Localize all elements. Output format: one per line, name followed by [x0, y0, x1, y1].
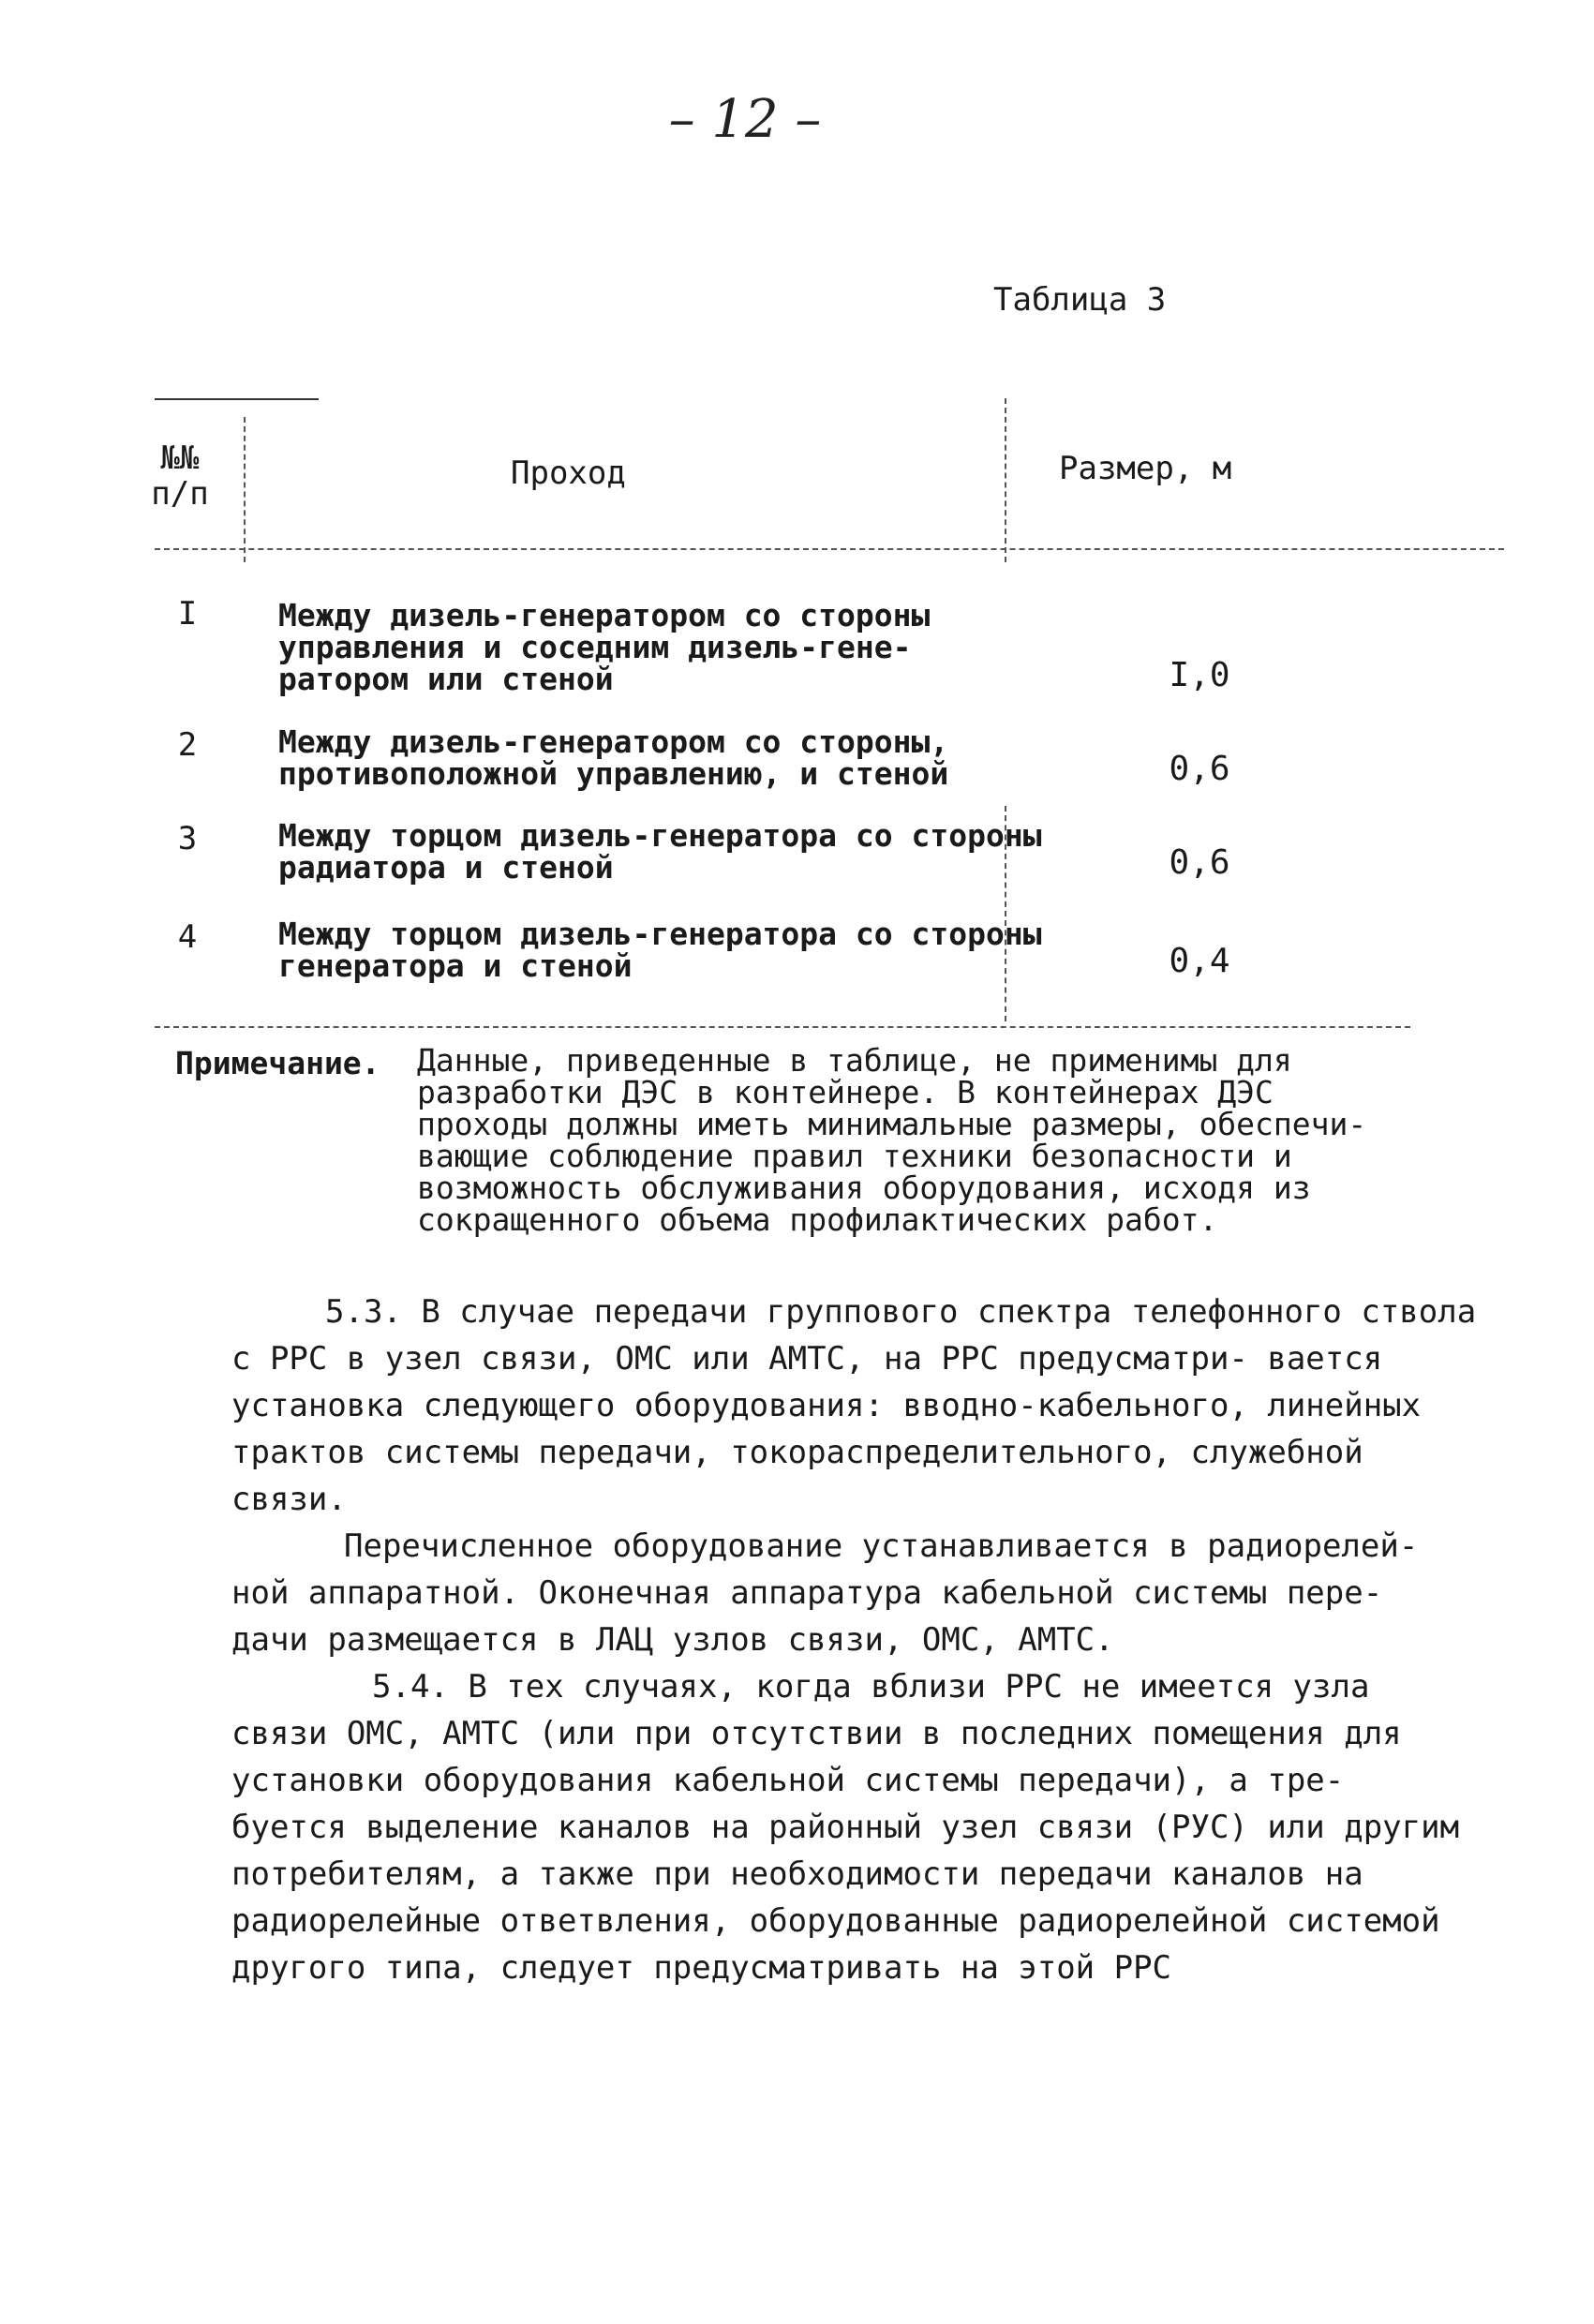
row-value: 0,4: [1169, 942, 1230, 980]
table-top-rule: [155, 398, 319, 400]
note-text: Данные, приведенные в таблице, не применимы для разработки ДЭС в контейнере. В контейнерах ДЭС проходы должны иметь минимальные размеры, обеспечи- вающие соблюдение правил техники безопасности и возможность обслуживания оборудования, исходя из сокращенного объема профилактических работ.: [417, 1042, 1367, 1238]
table-bottom-rule: [155, 1026, 1410, 1028]
row-desc: Между торцом дизель-генератора со стороны радиатора и стеной: [278, 817, 1042, 886]
row-num: 4: [177, 918, 198, 956]
row-desc: Между торцом дизель-генератора со стороны генератора и стеной: [278, 916, 1042, 984]
paragraph-equipment: Перечисленное оборудование устанавливается в радиорелей- ной аппаратной. Оконечная аппаратура кабельной системы пере- дачи размещается в ЛАЦ узлов связи, ОМС, АМТС.: [231, 1527, 1419, 1659]
paragraph-5-4: 5.4. В тех случаях, когда вблизи РРС не имеется узла связи ОМС, АМТС (или при отсутствии в последних помещения для установки оборудования кабельной системы передачи), а тре- буется выделение каналов на районный узел связи (РУС) или другим потребителям, а также при необходимости передачи каналов на радиорелейные ответвления, оборудованные радиорелейной системой другого типа, следует предусматривать на этой РРС: [231, 1668, 1460, 1987]
header-num: №№ п/п: [151, 439, 209, 513]
header-passage: Проход: [511, 454, 626, 492]
note-label: Примечание.: [175, 1045, 380, 1081]
table-caption: Таблица 3: [993, 281, 1167, 319]
row-value: I,0: [1169, 656, 1230, 694]
table-header-rule: [155, 548, 1504, 550]
table-col-divider-2: [1005, 398, 1006, 562]
row-num: I: [177, 595, 198, 633]
row-value: 0,6: [1169, 750, 1230, 788]
row-desc: Между дизель-генератором со стороны управления и соседним дизель-гене- ратором или стеной: [278, 597, 931, 697]
row-num: 2: [177, 726, 198, 764]
row-desc: Между дизель-генератором со стороны, противоположной управлению, и стеной: [278, 723, 949, 792]
table-col-divider-1: [244, 417, 246, 562]
paragraph-5-3: 5.3. В случае передачи группового спектра телефонного ствола с РРС в узел связи, ОМС или АМТС, на РРС предусматри- вается установка следующего оборудования: вводно-кабельного, линейных трактов системы передачи, токораспределительного, служебной связи.: [231, 1293, 1477, 1518]
page-number: – 12 –: [668, 89, 822, 150]
row-value: 0,6: [1169, 843, 1230, 882]
row-num: 3: [177, 820, 198, 857]
header-size: Размер, м: [1059, 450, 1232, 487]
